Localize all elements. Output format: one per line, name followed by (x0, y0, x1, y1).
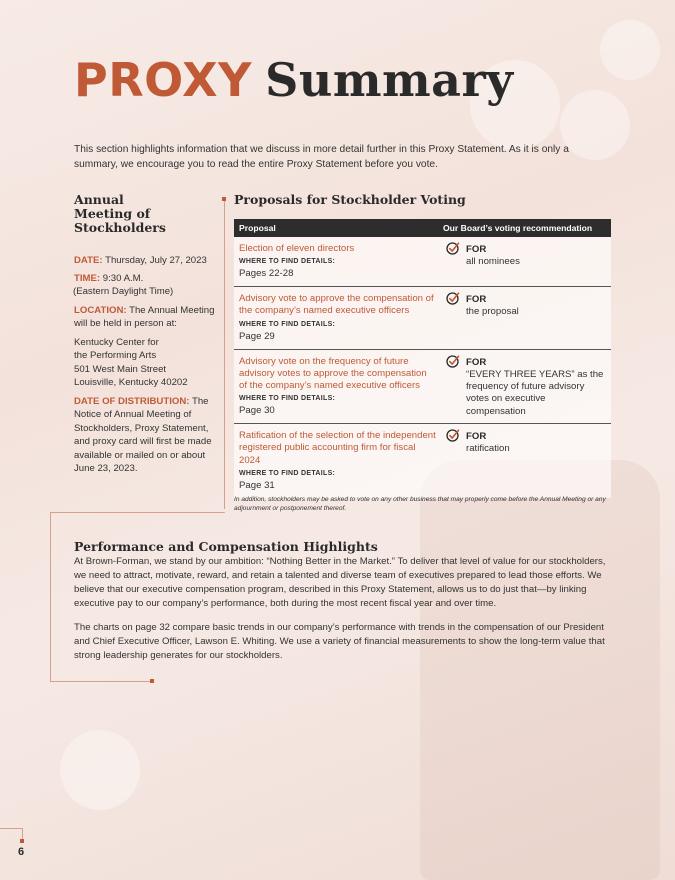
where-label: WHERE TO FIND DETAILS: (239, 258, 336, 266)
table-row (234, 237, 611, 287)
time-zone: (Eastern Daylight Time) (73, 286, 174, 297)
time-value: 9:30 A.M. (102, 272, 144, 284)
page-reference: Page 29 (239, 330, 275, 342)
vote-detail: “EVERY THREE YEARS” as the frequency of future advisory votes on executive compensation (466, 368, 604, 417)
bokeh-light (60, 730, 140, 810)
venue-line: 501 West Main Street (74, 363, 167, 375)
recommendation (466, 243, 520, 268)
title-accent: PROXY (74, 53, 252, 107)
performance-section (74, 540, 614, 673)
date-label: DATE: (74, 255, 103, 266)
vote-for: FOR (466, 244, 487, 255)
where-label: WHERE TO FIND DETAILS: (239, 395, 336, 403)
vote-detail: ratification (466, 443, 510, 455)
vote-for: FOR (466, 356, 487, 368)
divider-rule (50, 512, 51, 682)
table-row (234, 424, 611, 498)
proposals-note: In addition, stockholders may be asked to vote on any other business that may properly come before the Annual Meeting or any adjournment or postponement thereof. (234, 496, 606, 512)
check-circle-icon (446, 241, 460, 255)
meeting-location (74, 304, 219, 331)
distribution-label: DATE OF DISTRIBUTION: (74, 395, 190, 407)
check-circle-icon (446, 291, 460, 305)
venue-line: Louisville, Kentucky 40202 (74, 377, 188, 388)
proposal-cell (234, 237, 442, 286)
recommendation-cell (442, 350, 611, 424)
table-row (234, 287, 611, 349)
vote-for: FOR (466, 294, 487, 306)
performance-paragraph: The charts on page 32 compare basic trends in our company’s performance with trends in the compensation of our President and Chief Executive Officer, Lawson E. Whiting. We use a variety of financial measurements to show the long-term value that strong leadership generates for our stockholders. (74, 622, 605, 661)
proposal-title: Advisory vote to approve the compensation of the company’s named executive officers (239, 293, 434, 317)
proposal-title: Ratification of the selection of the independent registered public accounting firm for fiscal 2024 (239, 430, 436, 466)
vote-detail: the proposal (466, 306, 519, 318)
annual-meeting-panel (74, 193, 219, 476)
proposal-title: Election of eleven directors (239, 243, 355, 254)
location-label: LOCATION: (74, 304, 127, 316)
recommendation-cell (442, 424, 611, 498)
where-label: WHERE TO FIND DETAILS: (239, 469, 336, 477)
divider-rule (224, 201, 225, 509)
proposal-cell (234, 287, 442, 348)
bokeh-light (600, 20, 660, 80)
title-main: Summary (265, 53, 514, 107)
table-header (234, 219, 611, 237)
check-circle-icon (446, 354, 460, 368)
page-reference: Page 31 (239, 479, 275, 491)
venue-line: the Performing Arts (74, 350, 157, 361)
divider-rule (50, 681, 150, 682)
distribution-text: The Notice of Annual Meeting of Stockholders, Proxy Statement, and proxy card will first be made available or mailed on or about June 23, 2023. (74, 395, 212, 474)
proposal-cell (234, 350, 442, 424)
proposals-table (234, 219, 611, 498)
location-text: The Annual Meeting will be held in person at: (74, 304, 215, 329)
annual-meeting-heading: Annual Meeting of Stockholders (74, 192, 166, 235)
rule-marker (150, 679, 154, 683)
proposal-cell (234, 424, 442, 498)
check-circle-icon (446, 428, 460, 442)
page-reference: Page 30 (239, 405, 275, 417)
page-title (74, 52, 513, 108)
page-reference: Pages 22-28 (239, 268, 294, 280)
venue-line: Kentucky Center for (74, 336, 159, 348)
vote-for: FOR (466, 431, 487, 443)
recommendation-cell (442, 287, 611, 348)
vote-detail: all nominees (466, 256, 520, 267)
proposal-title: Advisory vote on the frequency of future advisory votes to approve the compensation of the company’s named executive officers (239, 355, 427, 392)
date-value: Thursday, July 27, 2023 (105, 255, 207, 266)
recommendation (466, 430, 510, 455)
intro-text: This section highlights information that we discuss in more detail further in this Proxy Statement. As it is only a summary, we encourage you to read the entire Proxy Statement before you vote. (74, 144, 569, 170)
time-label: TIME: (74, 272, 101, 284)
distribution (74, 395, 219, 476)
divider-rule (50, 512, 225, 513)
where-label: WHERE TO FIND DETAILS: (239, 320, 336, 328)
rule-marker (20, 839, 24, 843)
divider-rule (0, 828, 22, 829)
col-recommendation: Our Board’s voting recommendation (443, 223, 593, 233)
performance-heading: Performance and Compensation Highlights (74, 539, 378, 554)
proposals-heading: Proposals for Stockholder Voting (234, 192, 466, 207)
meeting-time (74, 272, 219, 286)
meeting-date (74, 254, 219, 268)
recommendation-cell (442, 237, 611, 286)
col-proposal: Proposal (239, 223, 276, 233)
page-number: 6 (18, 846, 25, 858)
recommendation (466, 293, 519, 318)
table-row (234, 350, 611, 425)
recommendation (466, 356, 607, 419)
performance-paragraph: At Brown-Forman, we stand by our ambition: “Nothing Better in the Market.” To deliver that level of value for our stockholders, we need to attract, motivate, reward, and retain a talented and diverse team of executives prepared to lead those efforts. We believe that our executive compensation program, described in this Proxy Statement, allows us to do just that—by linking executive pay to our company’s performance, both during the most recent fiscal year and over time. (74, 556, 606, 609)
